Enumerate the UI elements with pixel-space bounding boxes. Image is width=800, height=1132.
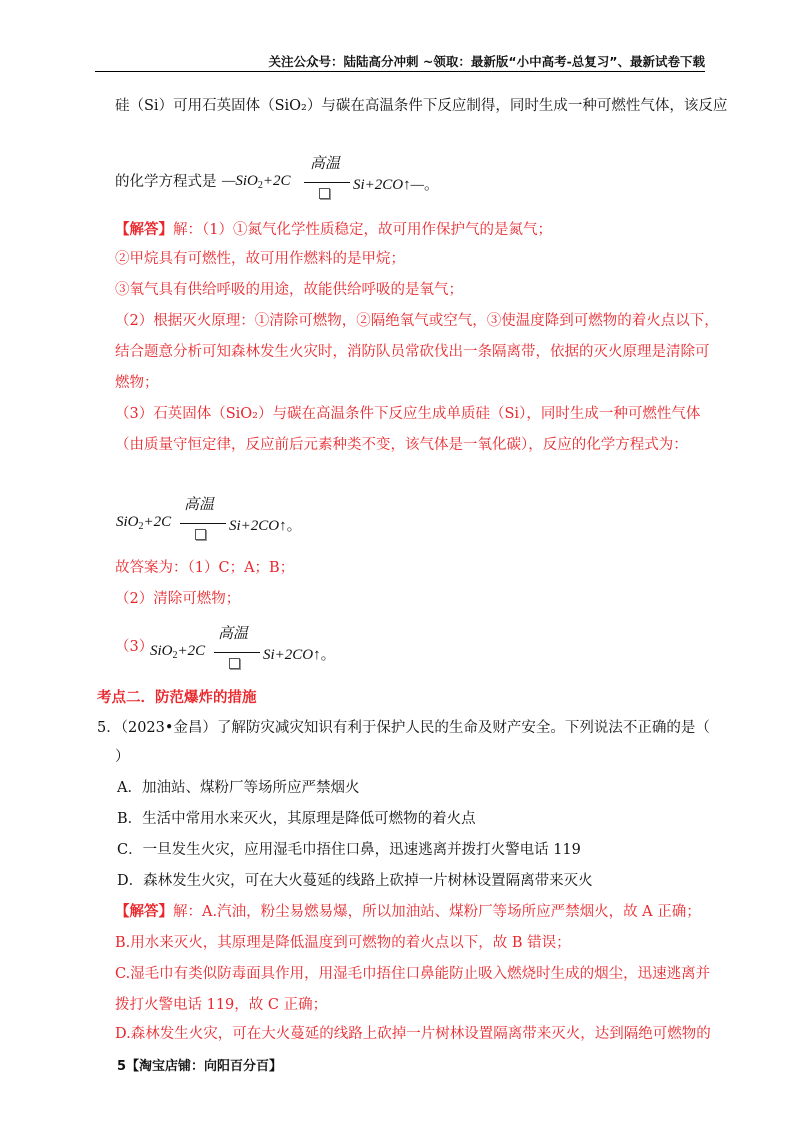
answer1-result-1: 故答案为：（1）C；A；B； [115,560,295,576]
intro-line-1: 硅（Si）可用石英固体（SiO₂）与碳在高温条件下反应制得，同时生成一种可燃性气体，该反应 [115,98,728,114]
answer1-line-2: ②甲烷具有可燃性，故可用作燃料的是甲烷； [115,251,405,267]
option-d: D．森林发生火灾，可在大火蔓延的线路上砍掉一片树林设置隔离带来灭火 [117,873,593,889]
answer2-line-4: 拨打火警电话 119，故 C 正确； [115,997,328,1013]
option-c: C．一旦发生火灾，应用湿毛巾捂住口鼻，迅速逃离并拨打火警电话 119 [117,842,581,858]
intro-line-2: 的化学方程式是 [115,174,217,190]
equation-1-condition: 高温 [310,154,341,172]
header-rule [95,71,705,72]
answer1-line-4: （2）根据灭火原理：①清除可燃物，②隔绝氧气或空气，③使温度降到可燃物的着火点以下， [115,313,719,329]
option-b: B．生活中常用水来灭火，其原理是降低可燃物的着火点 [117,811,476,827]
answer1-result-2: （2）清除可燃物； [115,591,241,607]
answer1-result-3: （3） [115,639,154,655]
answer1-line-7: （3）石英固体（SiO₂）与碳在高温条件下反应生成单质硅（Si），同时生成一种可燃性气体 [115,406,701,422]
equation-3-condition: 高温 [218,624,249,642]
equation-1-arrow: ↑ [403,177,411,193]
equation-3-bar [214,652,260,653]
equation-1-mid: +2C [262,173,291,189]
shop-label: 【淘宝店铺：向阳百分百】 [126,1059,283,1074]
equation-3: 高温 SiO$_2$+2C Si+2CO↑。 [150,622,350,672]
equation-1-dash-left: — [222,173,236,189]
answer2-tag: 【解答】 [115,903,173,920]
answer2-line-3: C.湿毛巾有类似防毒面具作用，用湿毛巾捂住口鼻能防止吸入燃烧时生成的烟尘，迅速逃离并 [115,966,711,982]
equation-2-box [195,529,206,540]
equation-1-right: Si+2CO [353,177,404,193]
page-number: 5 [117,1059,127,1074]
equation-1-left: SiO [235,173,258,189]
equation-1-sub: 2 [257,180,263,191]
equation-2-condition: 高温 [184,495,215,513]
question-5-line-2: ） [115,749,130,765]
page-header: 关注公众号：陆陆高分冲刺 ~领取：最新版“小中高考-总复习”、最新试卷下载 [268,54,705,69]
equation-2: 高温 SiO$_2$+2C Si+2CO↑。 [116,493,316,543]
equation-1-box [319,188,330,199]
page-footer [117,1055,282,1074]
answer1-line-3: ③氧气具有供给呼吸的用途，故能供给呼吸的是氧气； [115,282,463,298]
option-a: A．加油站、煤粉厂等场所应严禁烟火 [117,780,360,796]
equation-1-bar [304,182,350,183]
equation-1-period: 。 [423,177,439,193]
answer1-tag: 【解答】 [115,221,173,238]
answer2-line-5: D.森林发生火灾，可在大火蔓延的线路上砍掉一片树林设置隔离带来灭火，达到隔绝可燃物的 [115,1026,711,1042]
equation-3-box [229,658,240,669]
equation-1 [222,152,452,202]
answer1-line-5: 结合题意分析可知森林发生火灾时，消防队员常砍伐出一条隔离带，依据的灭火原理是清除可 [115,344,710,360]
answer2-line-1: 【解答】解：A.汽油，粉尘易燃易爆，所以加油站、煤粉厂等场所应严禁烟火，故 A 正确； [115,903,701,920]
question-5-line-1: 5．（2023•金昌）了解防灾减灾知识有利于保护人民的生命及财产安全。下列说法不正确的是（ [97,720,710,736]
answer1-line-8: （由质量守恒定律，反应前后元素种类不变，该气体是一氧化碳），反应的化学方程式为： [115,437,688,453]
answer1-line-6: 燃物； [115,375,159,391]
equation-2-bar [180,523,226,524]
equation-1-dash-right: — [410,177,424,193]
section-title: 考点二．防范爆炸的措施 [97,689,257,706]
answer1-line-1: 【解答】解：（1）①氮气化学性质稳定，故可用作保护气的是氮气； [115,221,552,238]
answer2-line-2: B.用水来灭火，其原理是降低温度到可燃物的着火点以下，故 B 错误； [115,935,571,951]
